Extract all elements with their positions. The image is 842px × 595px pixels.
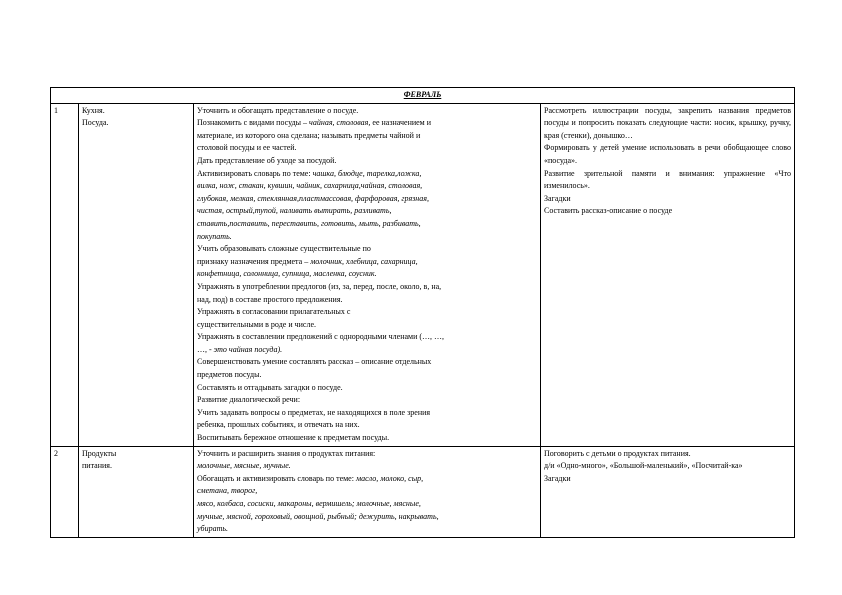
table-row (51, 446, 795, 537)
goal-line: Учить образовывать сложные существительные по (197, 244, 371, 254)
goal-line: мучные, мясной, гороховый, овощной, рыбный; дежурить, накрывать, (197, 511, 439, 521)
goal-line: столовой посуды и ее частей. (197, 143, 297, 153)
goal-line: Активизировать словарь по теме: чашка, блюдце, тарелка,ложка, (197, 168, 422, 178)
goal-line: вилка, нож, стакан, кувшин, чайник, сахарница,чайная, столовая, (197, 181, 423, 191)
topic-cell (79, 446, 194, 537)
goal-line: молочные, мясные, мучные. (197, 461, 291, 471)
activity-item: Формировать у детей умение использовать в речи обобщающее слово «посуда». (544, 143, 791, 165)
activity-item: Загадки (544, 473, 571, 483)
table-row (51, 103, 795, 446)
row-number: 2 (51, 446, 79, 537)
goal-line: покупать. (197, 231, 232, 241)
goal-line: чистая, острый,тупой, наливать вытирать, разливать, (197, 206, 392, 216)
goal-line: Развитие диалогической речи: (197, 395, 301, 405)
activity-item: Составить рассказ-описание о посуде (544, 206, 673, 216)
activity-item: Рассмотреть иллюстрации посуды, закрепить названия предметов посуды и попросить показать следующие части: носик, крышку, ручку, края (стенки), донышко… (544, 105, 791, 140)
goal-line: существительными в роде и числе. (197, 319, 316, 329)
row-number: 1 (51, 103, 79, 446)
goal-line: Упражнять в составлении предложений с однородными членами (…, …, (197, 332, 445, 342)
lesson-plan-table (50, 87, 795, 538)
goal-line: ребенка, прошлых событиях, и отвечать на них. (197, 420, 360, 430)
goal-line: …, - это чайная посуда). (197, 344, 283, 354)
month-header-row (51, 88, 795, 104)
activities-cell (541, 446, 795, 537)
goal-line: ставить,поставить, переставить, готовить, мыть, разбивать, (197, 218, 421, 228)
goal-line: Познакомить с видами посуды – чайная, столовая, ее назначением и (197, 118, 432, 128)
activities-cell (541, 103, 795, 446)
goals-cell (194, 446, 541, 537)
month-header: ФЕВРАЛЬ (51, 88, 795, 104)
goal-line: предметов посуды. (197, 370, 262, 380)
goal-line: Упражнять в употреблении предлогов (из, за, перед, после, около, в, на, (197, 281, 442, 291)
activity-item: Поговорить с детьми о продуктах питания. (544, 448, 691, 458)
goal-line: Дать представление об уходе за посудой. (197, 155, 337, 165)
topic-line: Продукты (82, 448, 117, 458)
goals-cell (194, 103, 541, 446)
topic-line: Посуда. (82, 118, 109, 128)
goal-line: над, под) в составе простого предложения. (197, 294, 343, 304)
goal-line: глубокая, мелкая, стеклянная,пластмассовая, фарфоровая, грязная, (197, 193, 429, 203)
goal-line: Учить задавать вопросы о предметах, не находящихся в поле зрения (197, 407, 431, 417)
goal-line: Обогащать и активизировать словарь по теме: масло, молоко, сыр, (197, 473, 424, 483)
goal-line: мясо, колбаса, сосиски, макароны, вермишель; молочные, мясные, (197, 499, 421, 508)
topic-line: питания. (82, 461, 112, 471)
goal-line: конфетница, солонница, супница, масленка, соусник. (197, 269, 377, 279)
goal-line: признаку назначения предмета – молочник, хлебница, сахарница, (197, 256, 418, 266)
goal-line: Воспитывать бережное отношение к предметам посуды. (197, 433, 390, 443)
goal-line: материале, из которого она сделана; называть предметы чайной и (197, 130, 421, 140)
goal-line: Упражнять в согласовании прилагательных с (197, 307, 351, 317)
activity-item: д/и «Одно-много», «Большой-маленький», «Посчитай-ка» (544, 461, 743, 471)
topic-cell (79, 103, 194, 446)
goal-line: Совершенствовать умение составлять рассказ – описание отдельных (197, 357, 432, 367)
goal-line: Составлять и отгадывать загадки о посуде. (197, 382, 343, 392)
goal-line: убирать. (197, 524, 228, 534)
goal-line: Уточнить и обогащать представление о посуде. (197, 105, 359, 115)
topic-line: Кухня. (82, 105, 105, 115)
goal-line: сметана, творог, (197, 486, 258, 496)
activity-item: Загадки (544, 193, 571, 203)
goal-line: Уточнить и расширить знания о продуктах питания: (197, 448, 376, 458)
activity-item: Развитие зрительной памяти и внимания: упражнение «Что изменилось». (544, 168, 791, 191)
